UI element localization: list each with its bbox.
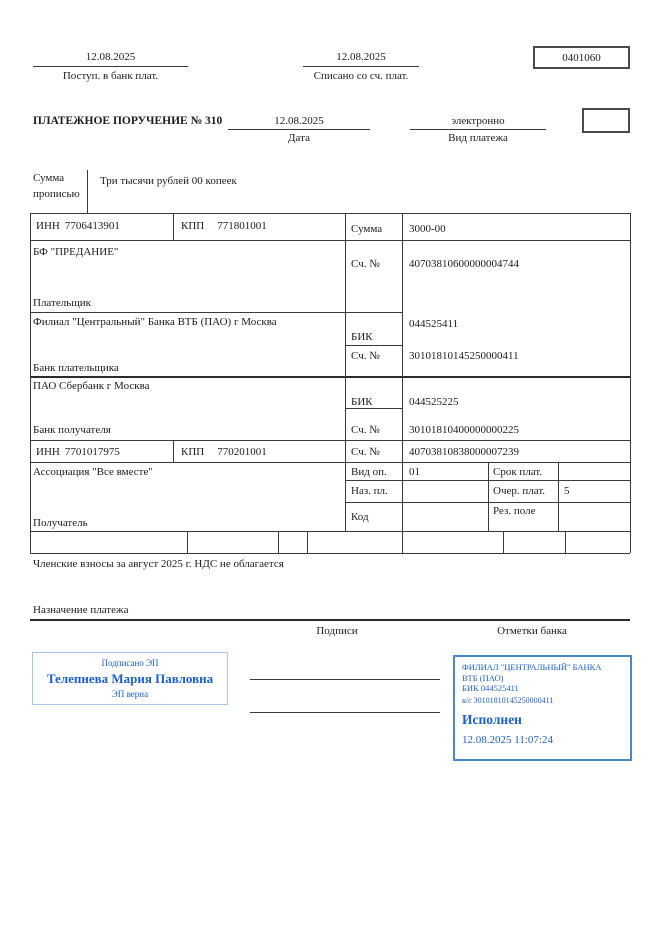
payee-section-label: Получатель — [33, 517, 88, 529]
signatures-heading: Подписи — [316, 625, 358, 637]
table-border — [30, 213, 31, 553]
bank-marks-heading: Отметки банка — [497, 625, 567, 637]
amount-words: Три тысячи рублей 00 копеек — [100, 175, 237, 187]
document-date-label: Дата — [288, 132, 310, 144]
status-box — [582, 108, 630, 133]
signature-line-2 — [250, 712, 440, 713]
priority-label: Очер. плат. — [493, 485, 546, 497]
table-border — [488, 462, 489, 531]
payee-bank-bik-label: БИК — [351, 396, 373, 408]
payer-name: БФ "ПРЕДАНИЕ" — [33, 246, 119, 258]
table-border — [30, 240, 630, 241]
document-date: 12.08.2025 — [274, 115, 324, 127]
code-label: Код — [351, 511, 369, 523]
bank-stamp-status: Исполнен — [462, 711, 522, 727]
table-border — [30, 462, 630, 463]
payee-account-label: Сч. № — [351, 446, 380, 458]
table-border — [173, 213, 174, 240]
payer-account: 40703810600000004744 — [409, 258, 519, 270]
table-border — [402, 213, 403, 553]
table-border — [30, 213, 630, 214]
bank-stamp-line1: ФИЛИАЛ "ЦЕНТРАЛЬНЫЙ" БАНКА — [462, 662, 602, 672]
payment-kind: электронно — [451, 115, 505, 127]
received-date-label: Поступ. в банк плат. — [62, 70, 159, 82]
amount-words-divider — [87, 170, 88, 213]
form-code-box — [533, 46, 630, 69]
payee-inn: ИНН 7701017975 — [36, 446, 120, 458]
payer-account-label: Сч. № — [351, 258, 380, 270]
debited-date: 12.08.2025 — [336, 51, 386, 63]
debited-date-label: Списано со сч. плат. — [313, 70, 409, 82]
purpose-code-label: Наз. пл. — [351, 485, 388, 497]
op-kind-label: Вид оп. — [351, 466, 387, 478]
reserve-field-label: Рез. поле — [493, 505, 536, 517]
payer-bank-bik-label: БИК — [351, 331, 373, 343]
received-date-underline — [33, 66, 188, 67]
table-border — [278, 531, 279, 553]
payment-kind-label: Вид платежа — [448, 132, 508, 144]
sum-label: Сумма — [351, 223, 383, 235]
signature-stamp-name: Телепнева Мария Павловна — [46, 670, 214, 686]
priority-value: 5 — [564, 485, 570, 497]
payee-bank-account-label: Сч. № — [351, 424, 380, 436]
signature-line-1 — [250, 679, 440, 680]
payee-account: 40703810838000007239 — [409, 446, 519, 458]
table-border — [503, 531, 504, 553]
bank-stamp-bik: БИК 044525411 — [462, 683, 519, 693]
payer-bank-name: Филиал "Центральный" Банка ВТБ (ПАО) г Москва — [33, 316, 277, 328]
table-border — [30, 531, 630, 532]
bank-stamp-line2: ВТБ (ПАО) — [462, 672, 504, 683]
payer-bank-bik: 044525411 — [409, 318, 459, 330]
table-border — [30, 553, 630, 554]
bank-stamp-datetime: 12.08.2025 11:07:24 — [462, 733, 553, 746]
table-border — [345, 345, 403, 346]
purpose-section-label: Назначение платежа — [33, 604, 129, 616]
form-code: 0401060 — [562, 51, 601, 64]
table-border — [565, 531, 566, 553]
payee-bank-section-label: Банк получателя — [33, 424, 111, 436]
debited-date-underline — [303, 66, 419, 67]
document-title: ПЛАТЕЖНОЕ ПОРУЧЕНИЕ № 310 — [33, 115, 223, 127]
signature-stamp — [32, 652, 228, 705]
bank-stamp-corr-account: к/с 30101810145250000411 — [462, 695, 554, 705]
table-border — [630, 213, 631, 553]
payee-bank-name: ПАО Сбербанк г Москва — [33, 380, 150, 392]
payer-bank-account-label: Сч. № — [351, 350, 380, 362]
document-date-underline — [228, 129, 370, 130]
due-date-label: Срок плат. — [493, 466, 543, 478]
payee-bank-account: 30101810400000000225 — [409, 424, 519, 436]
payee-bank-bik: 044525225 — [409, 396, 459, 408]
payment-kind-underline — [410, 129, 546, 130]
table-border — [345, 213, 346, 531]
payer-bank-account: 30101810145250000411 — [409, 350, 519, 362]
payer-bank-section-label: Банк плательщика — [33, 362, 119, 374]
amount-words-label-line2: прописью — [33, 188, 80, 200]
purpose-underline-thick — [30, 619, 630, 621]
sum-value: 3000-00 — [409, 223, 446, 235]
table-border-thick — [30, 376, 630, 378]
payer-kpp: КПП 771801001 — [181, 220, 267, 232]
table-border — [558, 462, 559, 531]
received-date: 12.08.2025 — [85, 51, 136, 63]
signature-stamp-top: Подписано ЭП — [101, 658, 159, 669]
table-border — [187, 531, 188, 553]
payee-name: Ассоциация "Все вместе" — [33, 466, 153, 478]
payer-inn: ИНН 7706413901 — [36, 220, 120, 232]
amount-words-label-line1: Сумма — [33, 172, 65, 184]
payer-section-label: Плательщик — [33, 297, 91, 309]
payee-kpp: КПП 770201001 — [181, 446, 267, 458]
table-border — [30, 440, 630, 441]
purpose-text: Членские взносы за август 2025 г. НДС не облагается — [33, 558, 284, 570]
op-kind-value: 01 — [409, 466, 420, 478]
table-border — [307, 531, 308, 553]
table-border — [30, 312, 403, 313]
table-border — [173, 440, 174, 462]
bank-stamp — [453, 655, 632, 761]
signature-stamp-bottom: ЭП верна — [111, 688, 149, 699]
